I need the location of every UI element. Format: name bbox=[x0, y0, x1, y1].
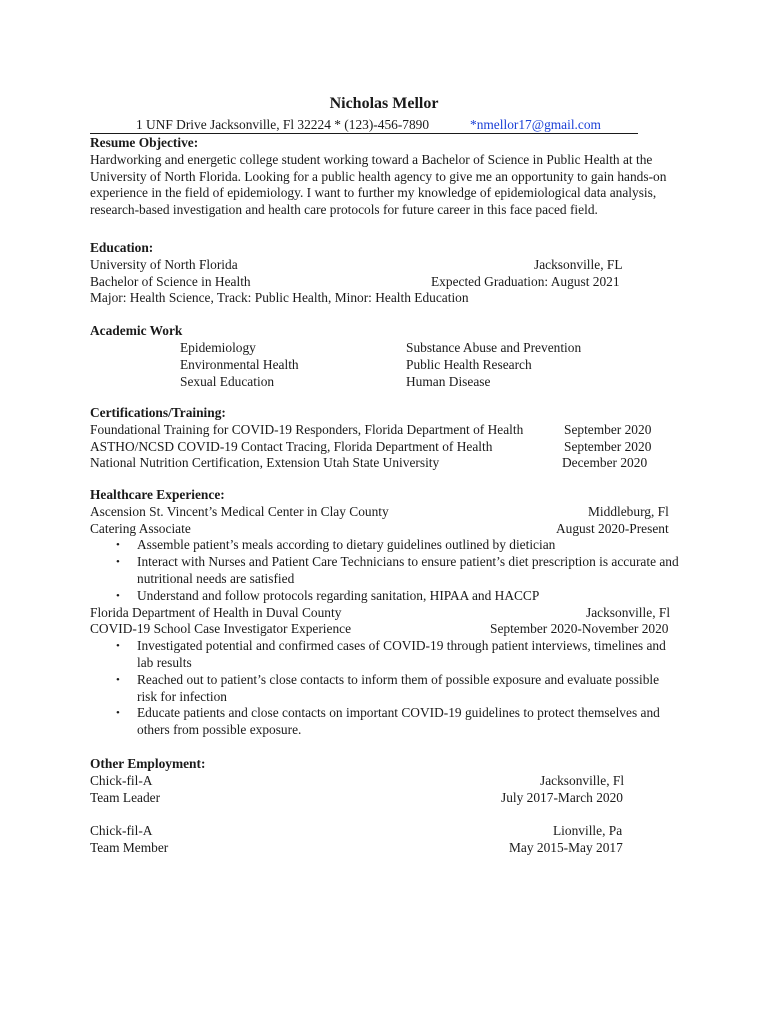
job-title: Catering Associate bbox=[90, 520, 191, 536]
bullet-icon: • bbox=[116, 589, 120, 602]
job-employer-row bbox=[90, 504, 680, 521]
job-employer-row bbox=[90, 823, 680, 840]
job-title: Team Leader bbox=[90, 789, 161, 805]
education-degree-row bbox=[90, 274, 680, 291]
bullet-icon: • bbox=[116, 556, 120, 569]
education-degree: Bachelor of Science in Health bbox=[90, 273, 251, 289]
education-heading: Education: bbox=[90, 240, 154, 255]
job-title-row bbox=[90, 790, 680, 807]
job-employer: Chick-fil-A bbox=[90, 772, 153, 788]
education-graduation: Expected Graduation: August 2021 bbox=[431, 273, 620, 289]
job-duties-list bbox=[90, 537, 680, 604]
job-duty: Reached out to patient’s close contacts to inform them of possible exposure and evaluate possible risk for infection bbox=[137, 671, 660, 704]
education-location: Jacksonville, FL bbox=[534, 256, 623, 272]
healthcare-section bbox=[90, 487, 680, 739]
academic-course-list bbox=[90, 340, 680, 391]
other-employment-section bbox=[90, 756, 680, 857]
list-item bbox=[90, 537, 680, 554]
job-title-row bbox=[90, 521, 680, 538]
bullet-icon: • bbox=[116, 707, 120, 720]
bullet-icon: • bbox=[116, 673, 120, 686]
certification-name: Foundational Training for COVID-19 Responders, Florida Department of Health bbox=[90, 421, 524, 437]
job-title: Team Member bbox=[90, 839, 169, 855]
job-employer-row bbox=[90, 773, 680, 790]
job-location: Lionville, Pa bbox=[553, 823, 623, 839]
certification-date: September 2020 bbox=[564, 421, 652, 437]
contact-address-phone: 1 UNF Drive Jacksonville, Fl 32224 * (123)-456-7890 bbox=[136, 117, 430, 132]
job-employer: Ascension St. Vincent’s Medical Center in Clay County bbox=[90, 503, 389, 519]
bullet-icon: • bbox=[116, 539, 120, 552]
job-dates: September 2020-November 2020 bbox=[490, 621, 669, 637]
list-item bbox=[90, 672, 680, 706]
certification-row bbox=[90, 439, 680, 456]
job-employer-row bbox=[90, 605, 680, 622]
objective-heading: Resume Objective: bbox=[90, 135, 199, 150]
job-duty: Educate patients and close contacts on important COVID-19 guidelines to protect themselves and others from possible exposure. bbox=[137, 705, 660, 738]
job-dates: May 2015-May 2017 bbox=[509, 839, 623, 855]
healthcare-heading: Healthcare Experience: bbox=[90, 487, 225, 502]
job-duty: Assemble patient’s meals according to dietary guidelines outlined by dietician bbox=[137, 537, 556, 553]
education-major-row bbox=[90, 290, 680, 307]
job-employer: Florida Department of Health in Duval County bbox=[90, 604, 342, 620]
academic-course: Substance Abuse and Prevention bbox=[406, 339, 582, 355]
job-duty: Investigated potential and confirmed cases of COVID-19 through patient interviews, timelines and lab results bbox=[137, 638, 666, 670]
job-employer: Chick-fil-A bbox=[90, 823, 153, 839]
certification-row bbox=[90, 422, 680, 439]
job-title-row bbox=[90, 621, 680, 638]
objective-section bbox=[90, 135, 680, 219]
spacer-row bbox=[90, 806, 680, 823]
certifications-section bbox=[90, 405, 680, 472]
job-dates: August 2020-Present bbox=[556, 520, 669, 536]
academic-course: Sexual Education bbox=[180, 373, 275, 389]
job-title: COVID-19 School Case Investigator Experience bbox=[90, 621, 352, 637]
list-item bbox=[90, 554, 680, 588]
job-duty: Understand and follow protocols regarding sanitation, HIPAA and HACCP bbox=[137, 587, 540, 603]
academic-heading: Academic Work bbox=[90, 323, 183, 338]
education-school-row bbox=[90, 257, 680, 274]
list-item bbox=[90, 638, 680, 672]
academic-course: Environmental Health bbox=[180, 356, 299, 372]
job-title-row bbox=[90, 840, 680, 857]
certification-date: September 2020 bbox=[564, 438, 652, 454]
certification-name: National Nutrition Certification, Extension Utah State University bbox=[90, 455, 440, 471]
objective-text: Hardworking and energetic college student working toward a Bachelor of Science in Public Health at the University of North Florida. Looking for a public health agency to give me an opportunity to gain hands-on experience in the field of epidemiology. I want to further my knowledge of epidemiological data analysis, research-based investigation and health care protocols for future career in this face paced field. bbox=[90, 151, 667, 218]
job-dates: July 2017-March 2020 bbox=[501, 789, 623, 805]
education-section bbox=[90, 240, 680, 307]
education-school: University of North Florida bbox=[90, 256, 238, 272]
bullet-icon: • bbox=[116, 640, 120, 653]
academic-course: Public Health Research bbox=[406, 356, 532, 372]
job-location: Jacksonville, Fl bbox=[586, 604, 671, 620]
candidate-name: Nicholas Mellor bbox=[329, 95, 439, 112]
academic-course: Epidemiology bbox=[180, 339, 256, 355]
contact-line bbox=[90, 117, 638, 134]
academic-course: Human Disease bbox=[406, 373, 491, 389]
job-location: Jacksonville, Fl bbox=[540, 772, 625, 788]
contact-email-link[interactable]: *nmellor17@gmail.com bbox=[470, 117, 601, 132]
academic-section bbox=[90, 323, 680, 391]
certification-name: ASTHO/NCSD COVID-19 Contact Tracing, Florida Department of Health bbox=[90, 438, 493, 454]
certification-date: December 2020 bbox=[562, 455, 648, 471]
list-item bbox=[90, 588, 680, 605]
job-duties-list bbox=[90, 638, 680, 739]
education-major: Major: Health Science, Track: Public Health, Minor: Health Education bbox=[90, 290, 469, 306]
job-location: Middleburg, Fl bbox=[588, 503, 669, 519]
job-duty: Interact with Nurses and Patient Care Technicians to ensure patient’s diet prescription is accurate and nutritional needs are satisfied bbox=[137, 554, 679, 586]
certification-row bbox=[90, 455, 680, 472]
certifications-heading: Certifications/Training: bbox=[90, 405, 226, 420]
other-employment-heading: Other Employment: bbox=[90, 756, 206, 771]
list-item bbox=[90, 705, 680, 739]
